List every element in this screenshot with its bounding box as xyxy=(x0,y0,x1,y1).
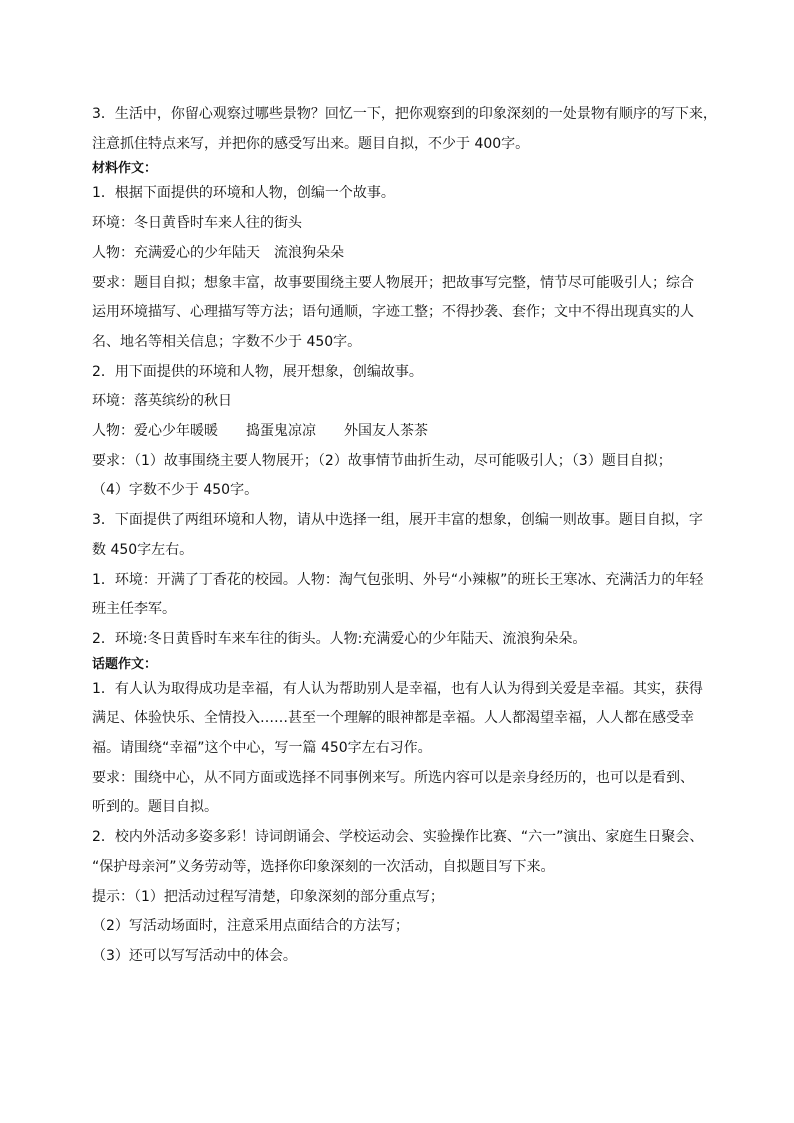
topic-item-1-line-2: 满足、体验快乐、全情投入……甚至一个理解的眼神都是幸福。人人都渴望幸福，人人都在感受幸 xyxy=(92,710,694,727)
material-item-1-environment: 环境：冬日黄昏时车来人往的街头 xyxy=(92,215,302,232)
topic-item-1-requirements-line-1: 要求：围绕中心，从不同方面或选择不同事例来写。所选内容可以是亲身经历的，也可以是看到、 xyxy=(92,769,694,786)
material-item-2-environment: 环境：落英缤纷的秋日 xyxy=(92,393,232,410)
topic-item-2-hint-2: （2）写活动场面时，注意采用点面结合的方法写； xyxy=(92,918,409,935)
material-item-1-requirements-line-2: 运用环境描写、心理描写等方法；语句通顺，字迹工整；不得抄袭、套作；文中不得出现真实的人 xyxy=(92,304,694,321)
material-item-2-requirements-line-1: 要求：（1）故事围绕主要人物展开；（2）故事情节曲折生动，尽可能吸引人；（3）题目自拟； xyxy=(92,452,672,469)
topic-item-1-requirements-line-2: 听到的。题目自拟。 xyxy=(92,799,218,816)
section-heading-topic-essay: 话题作文： xyxy=(92,656,158,672)
material-item-2-requirements-line-2: （4）字数不少于 450字。 xyxy=(92,482,259,499)
material-item-1-requirements-line-3: 名、地名等相关信息；字数不少于 450字。 xyxy=(92,333,362,350)
topic-item-2-line-2: “保护母亲河”义务劳动等，选择你印象深刻的一次活动，自拟题目写下来。 xyxy=(92,858,555,875)
topic-item-2-line-1: 2．校内外活动多姿多彩！诗词朗诵会、学校运动会、实验操作比赛、“六一”演出、家庭生日聚会、 xyxy=(92,829,704,846)
topic-item-1-line-1: 1．有人认为取得成功是幸福，有人认为帮助别人是幸福，也有人认为得到关爱是幸福。其实，获得 xyxy=(92,680,703,697)
section-heading-material-essay: 材料作文： xyxy=(92,161,158,177)
material-item-1-title: 1．根据下面提供的环境和人物，创编一个故事。 xyxy=(92,185,395,202)
essay-prompt-3-line-2: 注意抓住特点来写，并把你的感受写出来。题目自拟，不少于 400字。 xyxy=(92,135,530,152)
material-item-3-option-1-line-1: 1．环境：开满了丁香花的校园。人物：淘气包张明、外号“小辣椒”的班长王寒冰、充满活力的年轻 xyxy=(92,571,704,588)
topic-item-1-line-3: 福。请围绕“幸福”这个中心，写一篇 450字左右习作。 xyxy=(92,740,432,757)
material-item-3-title-line-1: 3．下面提供了两组环境和人物，请从中选择一组，展开丰富的想象，创编一则故事。题目自拟，字 xyxy=(92,512,703,529)
material-item-2-characters: 人物：爱心少年暖暖 捣蛋鬼凉凉 外国友人茶茶 xyxy=(92,423,428,440)
material-item-3-option-2: 2．环境:冬日黄昏时车来车往的街头。人物:充满爱心的少年陆天、流浪狗朵朵。 xyxy=(92,630,587,647)
material-item-1-requirements-line-1: 要求：题目自拟；想象丰富，故事要围绕主要人物展开；把故事写完整，情节尽可能吸引人；综合 xyxy=(92,274,694,291)
topic-item-2-hint-1: 提示：（1）把活动过程写清楚，印象深刻的部分重点写； xyxy=(92,888,444,905)
material-item-3-title-line-2: 数 450字左右。 xyxy=(92,541,194,558)
topic-item-2-hint-3: （3）还可以写写活动中的体会。 xyxy=(92,947,297,964)
document-page xyxy=(92,100,722,972)
material-item-2-title: 2．用下面提供的环境和人物，展开想象，创编故事。 xyxy=(92,363,423,380)
material-item-3-option-1-line-2: 班主任李军。 xyxy=(92,601,176,618)
essay-prompt-3-line-1: 3．生活中，你留心观察过哪些景物？回忆一下，把你观察到的印象深刻的一处景物有顺序的写下来， xyxy=(92,106,717,122)
material-item-1-characters: 人物：充满爱心的少年陆天 流浪狗朵朵 xyxy=(92,244,344,261)
